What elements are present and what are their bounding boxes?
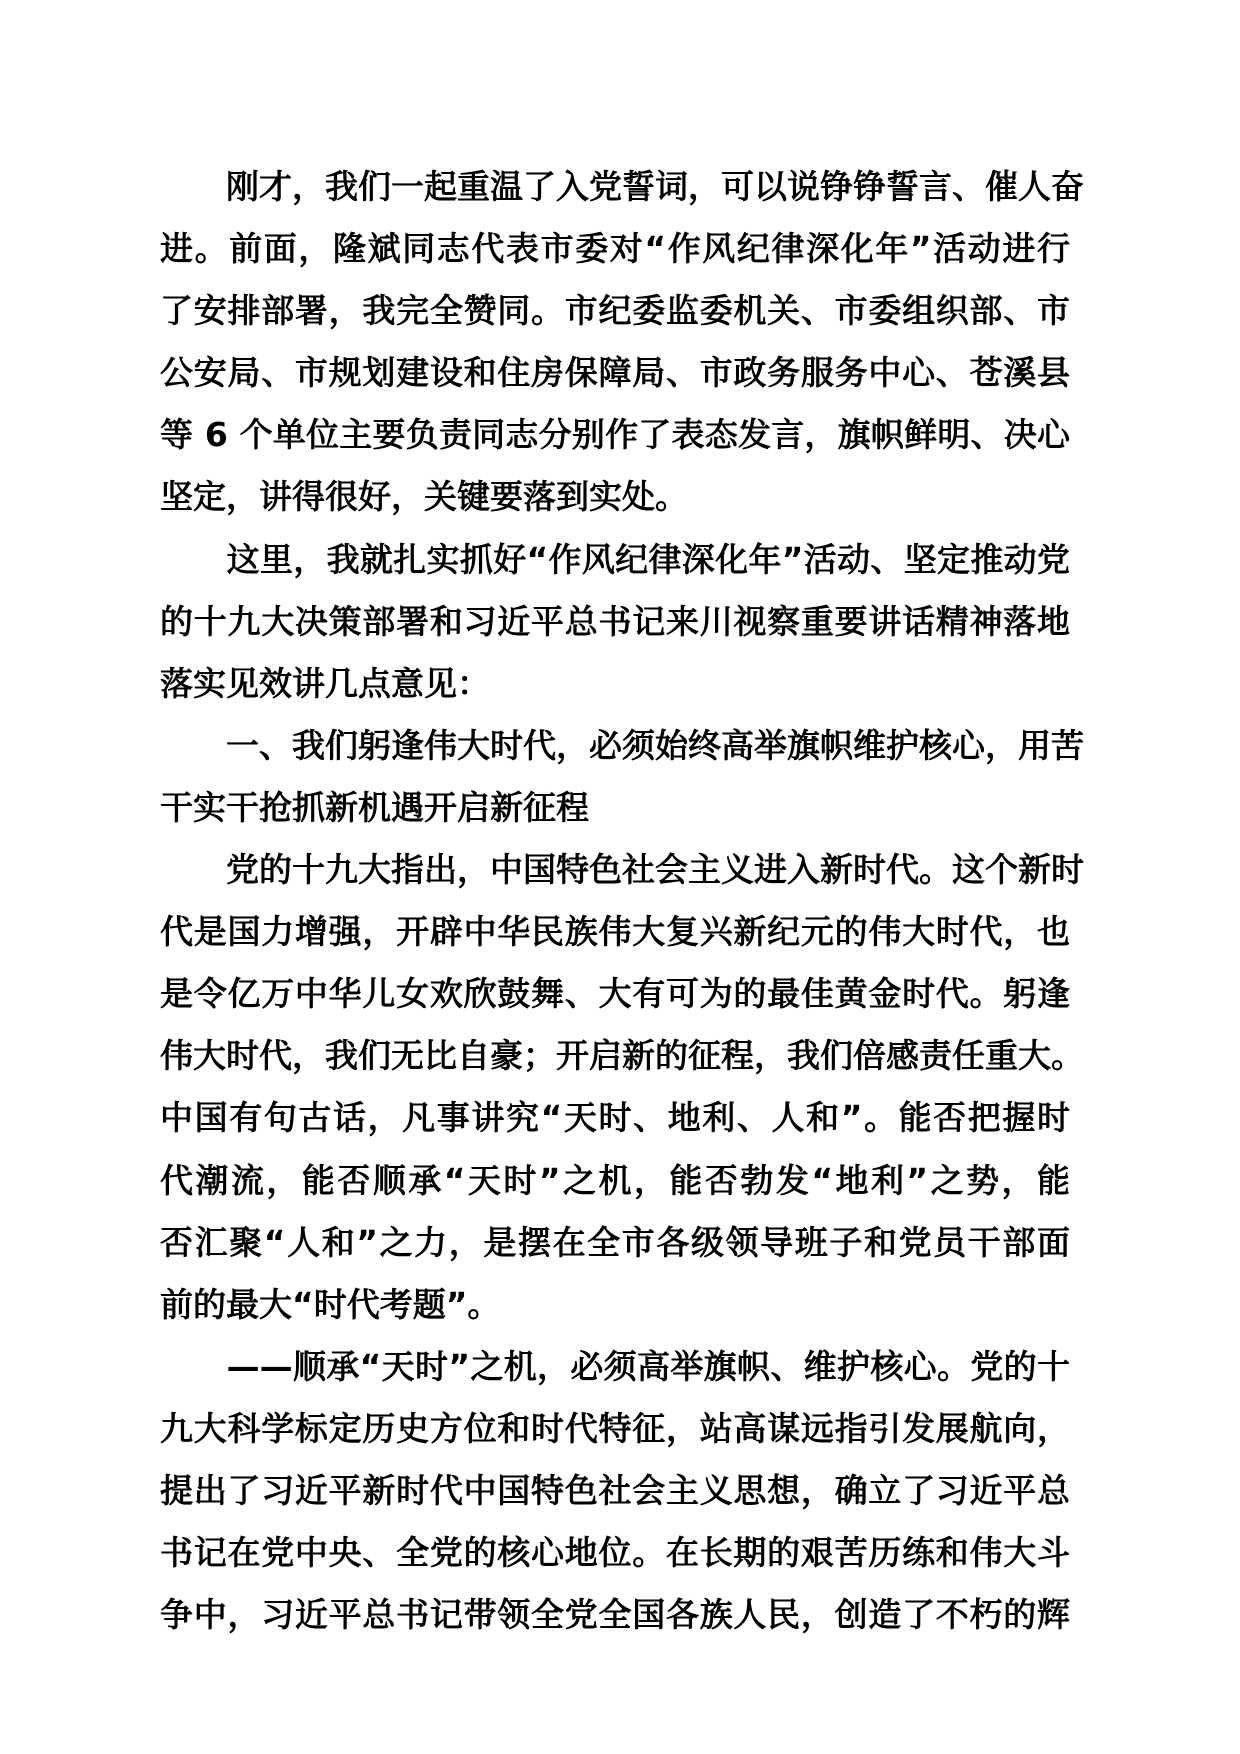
text-line: 刚才，我们一起重温了入党誓词，可以说铮铮誓言、催人奋 xyxy=(160,167,1084,206)
text-line: 落实见效讲几点意见： xyxy=(160,663,490,703)
text-line: 代是国力增强，开辟中华民族伟大复兴新纪元的伟大时代，也 xyxy=(160,912,1070,952)
text-line: 前的最大“时代考题”。 xyxy=(160,1284,501,1324)
text-line: 等 6 个单位主要负责同志分别作了表态发言，旗帜鲜明、决心 xyxy=(160,415,1070,455)
section-heading-line: 干实干抢抓新机遇开启新征程 xyxy=(160,787,589,827)
text-line: 提出了习近平新时代中国特色社会主义思想，确立了习近平总 xyxy=(160,1470,1070,1510)
text-line: 进。前面，隆斌同志代表市委对“作风纪律深化年”活动进行 xyxy=(160,229,1070,269)
document-body xyxy=(160,156,1084,1646)
text-line: 公安局、市规划建设和住房保障局、市政务服务中心、苍溪县 xyxy=(160,353,1070,393)
text-line: 这里，我就扎实抓好“作风纪律深化年”活动、坚定推动党 xyxy=(160,539,1070,579)
text-line: 争中，习近平总书记带领全党全国各族人民，创造了不朽的辉 xyxy=(160,1595,1070,1635)
text-line: 党的十九大指出，中国特色社会主义进入新时代。这个新时 xyxy=(160,850,1084,890)
text-line: 的十九大决策部署和习近平总书记来川视察重要讲话精神落地 xyxy=(160,601,1070,641)
text-line: ——顺承“天时”之机，必须高举旗帜、维护核心。党的十 xyxy=(160,1346,1070,1386)
text-line: 九大科学标定历史方位和时代特征，站高谋远指引发展航向， xyxy=(160,1408,1070,1448)
text-line: 中国有句古话，凡事讲究“天时、地利、人和”。能否把握时 xyxy=(160,1098,1070,1138)
text-line: 坚定，讲得很好，关键要落到实处。 xyxy=(160,477,688,517)
section-heading-line: 一、我们躬逢伟大时代，必须始终高举旗帜维护核心，用苦 xyxy=(160,725,1084,765)
text-line: 书记在党中央、全党的核心地位。在长期的艰苦历练和伟大斗 xyxy=(160,1533,1070,1573)
text-line: 伟大时代，我们无比自豪；开启新的征程，我们倍感责任重大。 xyxy=(160,1036,1084,1076)
text-line: 是令亿万中华儿女欢欣鼓舞、大有可为的最佳黄金时代。躬逢 xyxy=(160,974,1070,1014)
text-line: 了安排部署，我完全赞同。市纪委监委机关、市委组织部、市 xyxy=(160,291,1070,331)
text-line: 否汇聚“人和”之力，是摆在全市各级领导班子和党员干部面 xyxy=(160,1222,1070,1262)
text-line: 代潮流，能否顺承“天时”之机，能否勃发“地利”之势，能 xyxy=(160,1160,1070,1200)
